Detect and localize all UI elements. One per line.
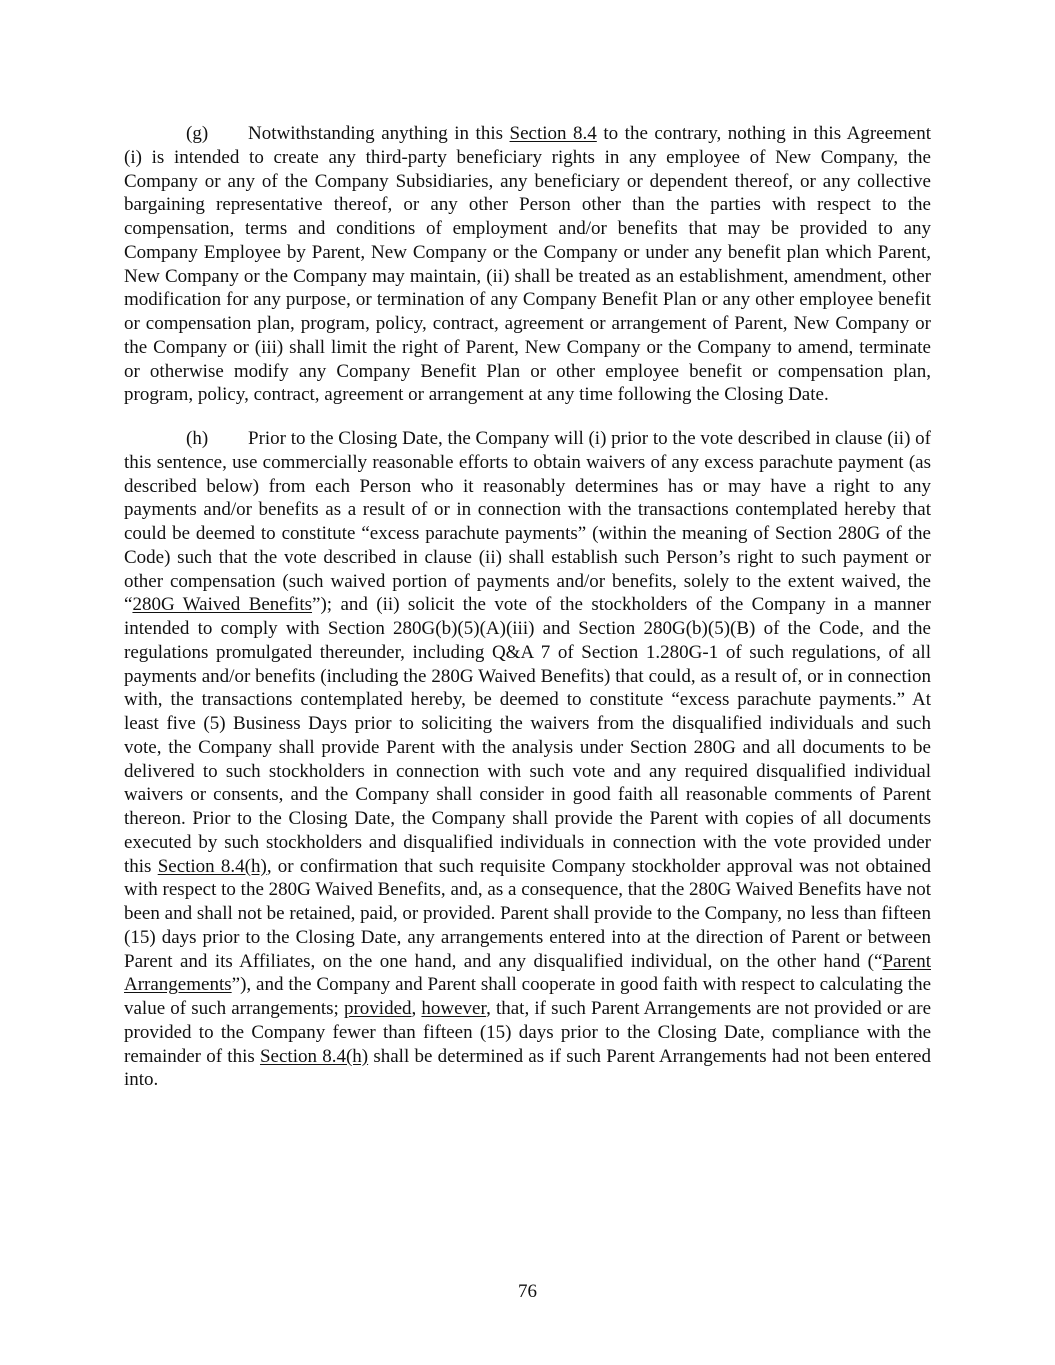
paragraph-text: , that, if such Parent Arrangements are not provided or are provided to the Company fewer than fifteen (15) days prior to the Closing Date, compliance with the remainder of this <box>124 998 931 1067</box>
underlined-term: provided <box>343 998 412 1019</box>
paragraph-marker: (h) <box>186 428 209 449</box>
paragraph-text: , <box>411 998 422 1019</box>
paragraph-h <box>124 427 931 1092</box>
paragraph-text: to the contrary, nothing in this Agreement (i) is intended to create any third-party beneficiary rights in any employee of New Company, the Company or any of the Company Subsidiaries, any beneficiary or dependent thereof, or any collective bargaining representative thereof, or any other Person other than the parties with respect to the compensation, terms and conditions of employment and/or benefits that may be provided to any Company Employee by Parent, New Company or the Company or under any benefit plan which Parent, New Company or the Company may maintain, (ii) shall be treated as an establishment, amendment, other modification for any purpose, or termination of any Company Benefit Plan or any other employee benefit or compensation plan, program, policy, contract, agreement or arrangement of Parent, New Company or the Company or (iii) shall limit the right of Parent, New Company or the Company to amend, terminate or otherwise modify any Company Benefit Plan or other employee benefit or compensation plan, program, policy, contract, agreement or arrangement at any time following the Closing Date. <box>124 123 932 406</box>
underlined-term: however <box>421 998 487 1019</box>
section-reference: Section 8.4 <box>509 123 597 144</box>
page-number: 76 <box>518 1281 537 1302</box>
paragraph-text: ”), and the Company and Parent shall cooperate in good faith with respect to calculating the value of such arrangements; <box>124 974 931 1019</box>
paragraph-text: , or confirmation that such requisite Company stockholder approval was not obtained with respect to the 280G Waived Benefits, and, as a consequence, that the 280G Waived Benefits have not been and shall not be retained, paid, or provided. Parent shall provide to the Company, no less than fifteen (15) days prior to the Closing Date, any arrangements entered into at the direction of Parent or between Parent and its Affiliates, on the one hand, and any disqualified individual, on the other hand (“ <box>124 855 931 972</box>
document-page <box>124 122 931 1112</box>
defined-term: Parent Arrangements <box>124 950 931 996</box>
section-reference: Section 8.4(h) <box>259 1045 369 1067</box>
paragraph-text: shall be determined as if such Parent Arrangements had not been entered into. <box>124 1045 931 1091</box>
paragraph-text: Prior to the Closing Date, the Company will (i) prior to the vote described in clause (ii) of this sentence, use commercially reasonable efforts to obtain waivers of any excess parachute payment (as described below) from each Person who it reasonably determines has or may have a right to any payments and/or benefits as a result of or in connection with the transactions contemplated hereby that could be deemed to constitute “excess parachute payments” (within the meaning of Section 280G of the Code) such that the vote described in clause (ii) shall establish such Person’s right to such payment or other compensation (such waived portion of payments and/or benefits, solely to the extent waived, the “ <box>124 428 931 616</box>
paragraph-text: ”); and (ii) solicit the vote of the stockholders of the Company in a manner intended to comply with Section 280G(b)(5)(A)(iii) and Section 280G(b)(5)(B) of the Code, and the regulations promulgated thereunder, including Q&A 7 of Section 1.280G-1 of such regulations, of all payments and/or benefits (including the 280G Waived Benefits) that could, as a result of, or in connection with, the transactions contemplated hereby, be deemed to constitute “excess parachute payments.” At least five (5) Business Days prior to soliciting the waivers from the disqualified individuals and such vote, the Company shall provide Parent with the analysis under Section 280G and all documents to be delivered to such stockholders in connection with such vote and any required disqualified individual waivers or consents, and the Company shall consider in good faith all reasonable comments of Parent thereon. Prior to the Closing Date, the Company shall provide the Parent with copies of all documents executed by such stockholders and disqualified individuals in connection with the vote provided under this <box>124 594 931 877</box>
paragraph-g <box>124 122 931 407</box>
paragraph-text: Notwithstanding anything in this <box>248 123 510 144</box>
paragraph-marker: (g) <box>186 123 209 144</box>
section-reference: Section 8.4(h) <box>157 855 267 877</box>
defined-term: 280G Waived Benefits <box>132 594 313 616</box>
